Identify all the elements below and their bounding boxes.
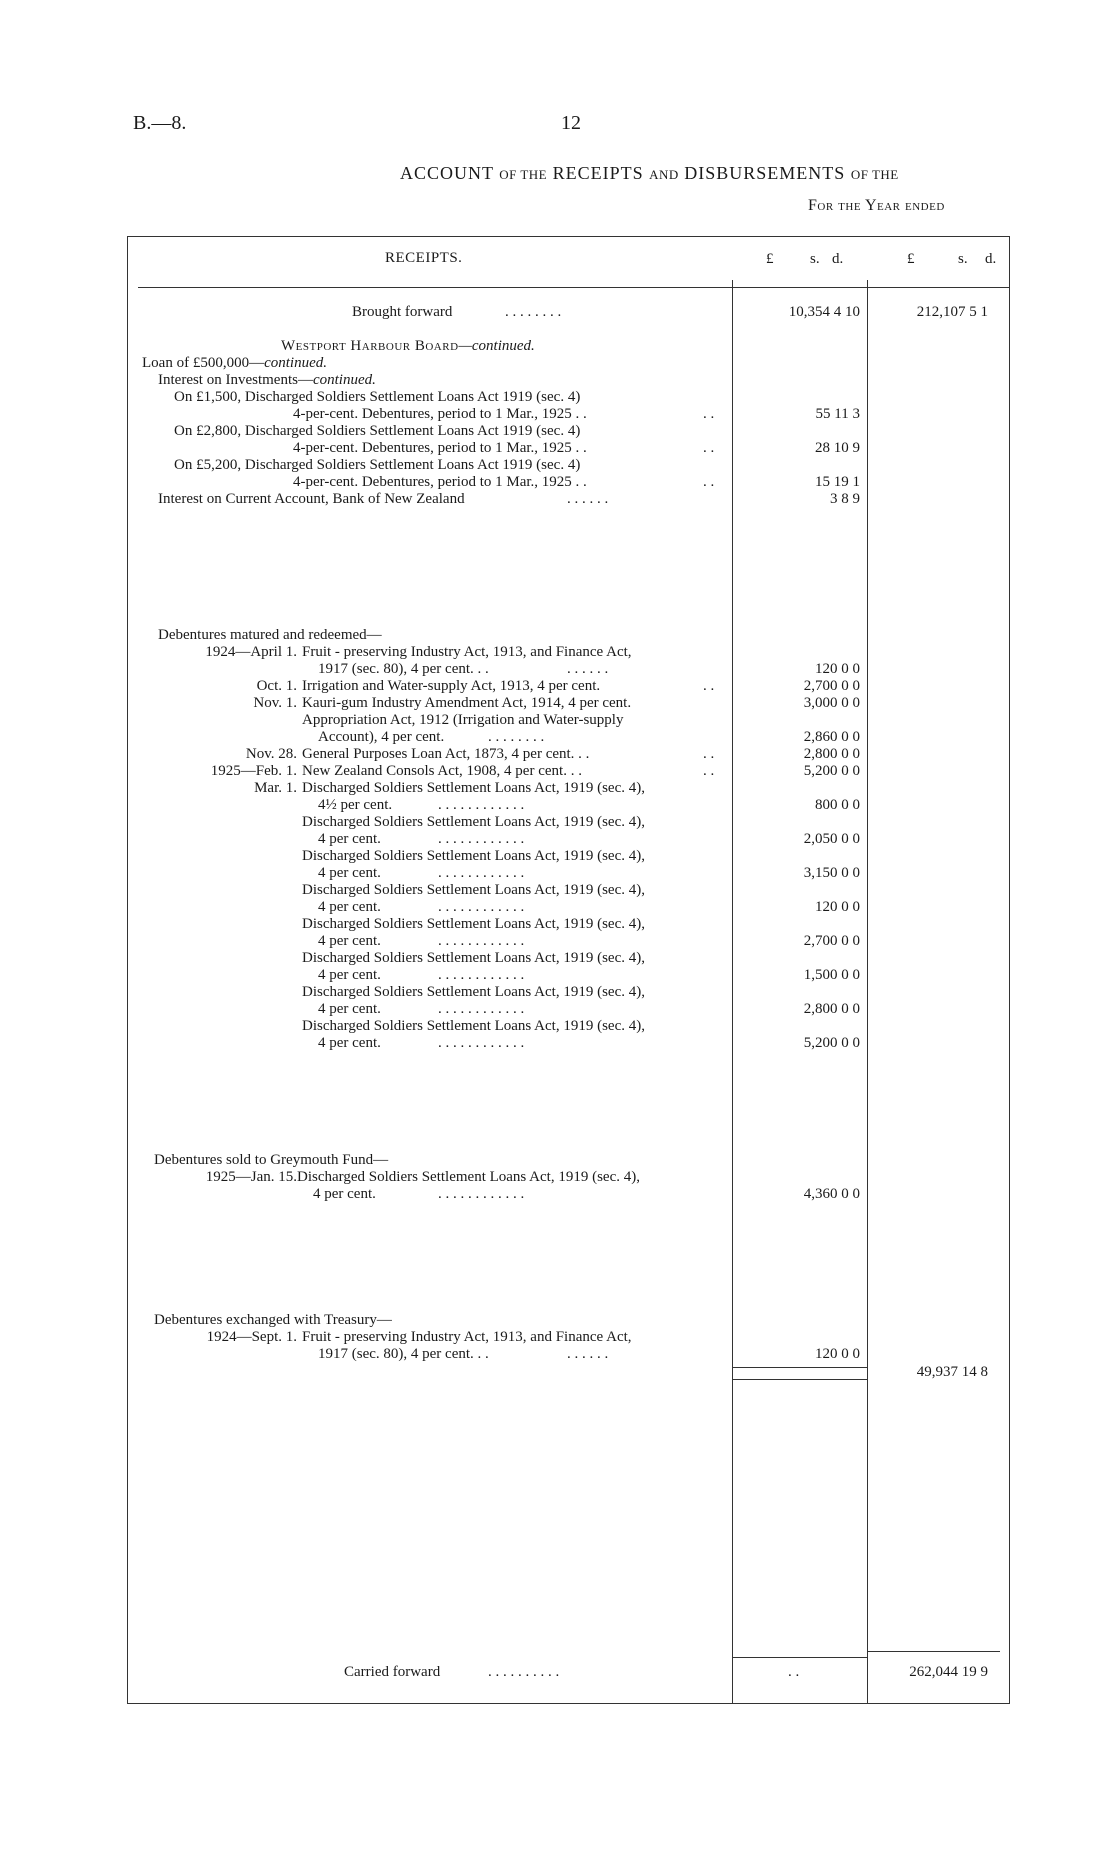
continued-marker: continued. (264, 355, 327, 371)
carried-forward-rule (867, 1651, 1000, 1652)
table-left-rule (127, 236, 128, 1704)
greymouth-heading: Debentures sold to Greymouth Fund— (154, 1152, 389, 1168)
page-title (400, 163, 899, 184)
matured-row-13-amount: 2,800 0 0 (803, 1001, 860, 1017)
carried-forward-rule (732, 1657, 867, 1658)
matured-row-1-line-2: 1917 (sec. 80), 4 per cent. . . (318, 661, 489, 677)
matured-row-7-date: Mar. 1. (254, 780, 297, 796)
document-reference: B.—8. (133, 112, 187, 134)
leader-dots: . . (703, 678, 715, 694)
leader-dots: . . . . . . . . . . . . (438, 865, 525, 881)
treasury-amount: 120 0 0 (815, 1346, 860, 1362)
matured-row-13-line-1: Discharged Soldiers Settlement Loans Act, 1919 (sec. 4), (302, 984, 645, 1000)
treasury-line-1: Fruit - preserving Industry Act, 1913, and Finance Act, (302, 1329, 632, 1345)
subtotal-rule (732, 1367, 867, 1368)
matured-heading: Debentures matured and redeemed— (158, 627, 382, 643)
continued-marker: —continued. (458, 338, 535, 354)
greymouth-date: 1925—Jan. 15. (205, 1169, 297, 1185)
matured-row-7-line-1: Discharged Soldiers Settlement Loans Act, 1919 (sec. 4), (302, 780, 645, 796)
leader-dots: . . . . . . (567, 491, 609, 507)
interest-current-account-label: Interest on Current Account, Bank of New Zealand (158, 491, 465, 507)
column-header-pence-total: d. (985, 251, 997, 267)
matured-row-6-date: 1925—Feb. 1. (210, 763, 297, 779)
page-number: 12 (561, 112, 581, 134)
leader-dots: . . . . . . . . . . . . (438, 797, 525, 813)
matured-row-1-amount: 120 0 0 (815, 661, 860, 677)
matured-row-3-date: Nov. 1. (253, 695, 297, 711)
leader-dots: . . . . . . . . . . . . (438, 933, 525, 949)
leader-dots: . . . . . . . . (505, 304, 562, 320)
matured-row-8-line-1: Discharged Soldiers Settlement Loans Act, 1919 (sec. 4), (302, 814, 645, 830)
matured-row-9-line-2: 4 per cent. (318, 865, 381, 881)
interest-row-1-line-2: 4-per-cent. Debentures, period to 1 Mar., 1925 . . (293, 406, 587, 422)
interest-row-3-line-2: 4-per-cent. Debentures, period to 1 Mar., 1925 . . (293, 474, 587, 490)
title-connector: AND (649, 167, 679, 182)
matured-row-9-line-1: Discharged Soldiers Settlement Loans Act, 1919 (sec. 4), (302, 848, 645, 864)
matured-row-7-amount: 800 0 0 (815, 797, 860, 813)
brought-forward-total-amount: 212,107 5 1 (916, 304, 988, 320)
title-word: DISBURSEMENTS (684, 163, 846, 183)
leader-dots: . . . . . . . . . . (488, 1664, 560, 1680)
leader-dots: . . (703, 440, 715, 456)
continued-marker: continued. (312, 372, 376, 388)
brought-forward-inner-amount: 10,354 4 10 (788, 304, 860, 320)
greymouth-line-2: 4 per cent. (313, 1186, 376, 1202)
matured-row-1-line-1: Fruit - preserving Industry Act, 1913, and Finance Act, (302, 644, 632, 660)
column-header-shillings-total: s. (958, 251, 968, 267)
matured-row-10-line-2: 4 per cent. (318, 899, 381, 915)
matured-row-3-amount: 3,000 0 0 (803, 695, 860, 711)
matured-row-10-amount: 120 0 0 (815, 899, 860, 915)
matured-row-1-date: 1924—April 1. (205, 644, 297, 660)
interest-heading (158, 372, 376, 389)
column-header-pounds: £ (766, 251, 774, 267)
matured-row-9-amount: 3,150 0 0 (803, 865, 860, 881)
matured-row-4-line-1: Appropriation Act, 1912 (Irrigation and Water-supply (302, 712, 624, 728)
treasury-heading: Debentures exchanged with Treasury— (154, 1312, 392, 1328)
interest-row-3-line-1: On £5,200, Discharged Soldiers Settlement Loans Act 1919 (sec. 4) (174, 457, 581, 473)
column-header-pence: d. (832, 251, 844, 267)
matured-row-5-line-1: General Purposes Loan Act, 1873, 4 per cent. . . (302, 746, 590, 762)
greymouth-amount: 4,360 0 0 (803, 1186, 860, 1202)
leader-dots: . . (703, 474, 715, 490)
loan-heading (142, 355, 327, 372)
interest-label: Interest on Investments— (158, 372, 313, 388)
matured-row-5-date: Nov. 28. (245, 746, 297, 762)
interest-row-2-amount: 28 10 9 (815, 440, 860, 456)
greymouth-line-1: Discharged Soldiers Settlement Loans Act, 1919 (sec. 4), (297, 1169, 640, 1185)
matured-row-2-date: Oct. 1. (256, 678, 297, 694)
leader-dots: . . . . . . (567, 1346, 609, 1362)
matured-row-13-line-2: 4 per cent. (318, 1001, 381, 1017)
matured-row-14-amount: 5,200 0 0 (803, 1035, 860, 1051)
interest-row-2-line-2: 4-per-cent. Debentures, period to 1 Mar., 1925 . . (293, 440, 587, 456)
interest-row-2-line-1: On £2,800, Discharged Soldiers Settlement Loans Act 1919 (sec. 4) (174, 423, 581, 439)
treasury-line-2: 1917 (sec. 80), 4 per cent. . . (318, 1346, 489, 1362)
table-top-rule (127, 236, 1010, 237)
interest-row-1-amount: 55 11 3 (815, 406, 860, 422)
table-bottom-rule (127, 1703, 1010, 1704)
matured-row-12-amount: 1,500 0 0 (803, 967, 860, 983)
leader-dots: . . . . . . . . . . . . (438, 967, 525, 983)
leader-dots: . . . . . . . . . . . . (438, 899, 525, 915)
board-heading (281, 338, 535, 355)
leader-dots: . . . . . . (567, 661, 609, 677)
matured-row-14-line-1: Discharged Soldiers Settlement Loans Act, 1919 (sec. 4), (302, 1018, 645, 1034)
carried-forward-label: Carried forward (344, 1664, 441, 1680)
matured-row-10-line-1: Discharged Soldiers Settlement Loans Act, 1919 (sec. 4), (302, 882, 645, 898)
header-rule (138, 287, 1010, 288)
brought-forward-label: Brought forward (352, 304, 453, 320)
subtotal-rule (732, 1379, 867, 1380)
title-word: RECEIPTS (552, 163, 644, 183)
matured-row-7-line-2: 4½ per cent. (318, 797, 393, 813)
matured-row-2-amount: 2,700 0 0 (803, 678, 860, 694)
leader-dots: . . (703, 746, 715, 762)
leader-dots: . . . . . . . . . . . . (438, 1186, 525, 1202)
column-header-pounds-total: £ (907, 251, 915, 267)
carried-forward-total-amount: 262,044 19 9 (909, 1664, 988, 1680)
leader-dots: . . . . . . . . . . . . (438, 831, 525, 847)
matured-row-8-line-2: 4 per cent. (318, 831, 381, 847)
title-connector: OF THE (499, 167, 548, 182)
interest-row-1-line-1: On £1,500, Discharged Soldiers Settlement Loans Act 1919 (sec. 4) (174, 389, 581, 405)
title-word: ACCOUNT (400, 163, 494, 183)
leader-dots: . . . . . . . . (488, 729, 545, 745)
matured-row-8-amount: 2,050 0 0 (803, 831, 860, 847)
leader-dots: . . . . . . . . . . . . (438, 1035, 525, 1051)
matured-row-2-line-1: Irrigation and Water-supply Act, 1913, 4 per cent. (302, 678, 601, 694)
carried-forward-inner-amount: . . (788, 1664, 800, 1680)
matured-row-6-amount: 5,200 0 0 (803, 763, 860, 779)
matured-row-12-line-2: 4 per cent. (318, 967, 381, 983)
matured-row-12-line-1: Discharged Soldiers Settlement Loans Act, 1919 (sec. 4), (302, 950, 645, 966)
matured-row-6-line-1: New Zealand Consols Act, 1908, 4 per cent. . . (302, 763, 582, 779)
matured-row-3-line-1: Kauri-gum Industry Amendment Act, 1914, 4 per cent. (302, 695, 632, 711)
matured-row-5-amount: 2,800 0 0 (803, 746, 860, 762)
treasury-date: 1924—Sept. 1. (206, 1329, 297, 1345)
title-connector: OF THE (850, 167, 899, 182)
section-total-amount: 49,937 14 8 (916, 1364, 988, 1380)
interest-current-account-amount: 3 8 9 (830, 491, 860, 507)
column-header-shillings: s. (810, 251, 820, 267)
matured-row-11-line-1: Discharged Soldiers Settlement Loans Act, 1919 (sec. 4), (302, 916, 645, 932)
matured-row-4-line-2: Account), 4 per cent. (318, 729, 445, 745)
leader-dots: . . (703, 763, 715, 779)
loan-label: Loan of £500,000— (142, 355, 265, 371)
board-name: Westport Harbour Board (281, 338, 459, 354)
matured-row-4-amount: 2,860 0 0 (803, 729, 860, 745)
inner-column-rule (732, 280, 733, 1703)
matured-row-14-line-2: 4 per cent. (318, 1035, 381, 1051)
column-header-receipts: RECEIPTS. (385, 250, 463, 266)
outer-column-rule (867, 280, 868, 1703)
matured-row-11-amount: 2,700 0 0 (803, 933, 860, 949)
page-subtitle: For the Year ended (808, 197, 945, 214)
leader-dots: . . (703, 406, 715, 422)
leader-dots: . . . . . . . . . . . . (438, 1001, 525, 1017)
interest-row-3-amount: 15 19 1 (815, 474, 860, 490)
matured-row-11-line-2: 4 per cent. (318, 933, 381, 949)
table-right-rule (1009, 236, 1010, 1704)
